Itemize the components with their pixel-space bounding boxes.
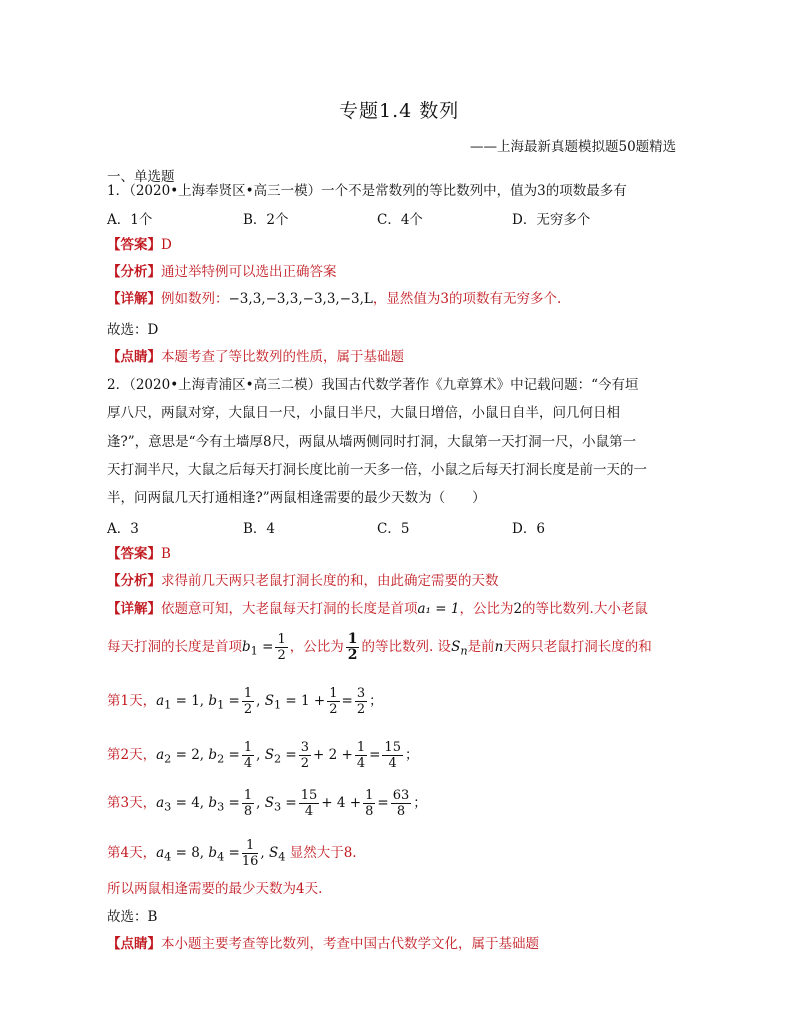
q1-comment: 本题考查了等比数列的性质，属于基础题 xyxy=(161,349,404,365)
q2-analysis-row xyxy=(107,571,499,591)
q2-comment-row xyxy=(107,934,539,954)
q2-detail-line-2: 每天打洞的长度是首项$b_1$ = $\frac{1}{2}$ ，公比为 $\frac{1}{2}$ 的等比数列. 设$S_n$是前n天两只老鼠打洞长度的和 xyxy=(107,631,652,663)
q2-comment: 本小题主要考查等比数列，考查中国古代数学文化，属于基础题 xyxy=(161,936,539,952)
q1-option-a: A．1个 xyxy=(107,212,153,228)
q1-choice: D xyxy=(147,322,159,338)
q2-detail-1b: ，公比为 xyxy=(459,601,514,617)
q2-day-2: 第2天，$a_2 = 2$, $b_2$ = $\frac{1}{4}$ , $S_2$ = $\frac{3}{2}$ + 2 + $\frac{1}{4}$ = $\frac{15}{4}$ ； xyxy=(107,740,419,771)
comment-tag: 【点睛】 xyxy=(107,349,161,365)
q1-option-c: C．4个 xyxy=(377,212,423,228)
q2-detail-2e: 天两只老鼠打洞长度的和 xyxy=(503,639,652,655)
q1-answer-row xyxy=(107,235,172,255)
q2-day3-label: 第3天， xyxy=(107,795,157,811)
q2-choice-row xyxy=(107,907,157,927)
q2-detail-2b: ，公比为 xyxy=(289,639,344,655)
q2-option-a: A．3 xyxy=(107,521,139,537)
q2-detail-2c: 的等比数列. 设 xyxy=(361,639,452,655)
q2-day4-tail: 显然大于8. xyxy=(289,845,357,861)
q2-option-d: D．6 xyxy=(512,521,545,537)
q2-answer-row xyxy=(107,544,171,564)
q2-analysis: 求得前几天两只老鼠打洞长度的和，由此确定需要的天数 xyxy=(161,573,499,589)
q1-detail-suffix: ，显然值为3的项数有无穷多个. xyxy=(372,291,562,307)
q1-detail-prefix: 例如数列： xyxy=(161,291,229,307)
q1-stem: 1．（2020•上海奉贤区•高三一模）一个不是常数列的等比数列中，值为3的项数最多有 xyxy=(107,183,627,199)
page-title: 专题1.4 数列 xyxy=(339,100,460,122)
q1-option-b: B．2个 xyxy=(243,212,289,228)
detail-tag: 【详解】 xyxy=(107,601,161,617)
q2-detail-1a: 依题意可知，大老鼠每天打洞的长度是首项 xyxy=(161,601,418,617)
q2-detail-1d: 的等比数列.大小老鼠 xyxy=(522,601,648,617)
q2-stem-line-1: 2．（2020•上海青浦区•高三二模）我国古代数学著作《九章算术》中记载问题：“今有垣 xyxy=(107,377,639,393)
q2-option-b: B．4 xyxy=(243,521,276,537)
q1-analysis-row xyxy=(107,262,337,282)
q1-analysis: 通过举特例可以选出正确答案 xyxy=(161,264,337,280)
q1-choice-row xyxy=(107,320,158,340)
q2-day-1: 第1天，$a_1 = 1$, $b_1$ = $\frac{1}{2}$ , $S_1 = 1$ + $\frac{1}{2}$ = $\frac{3}{2}$ ； xyxy=(107,686,383,717)
q2-detail-1c: 2 xyxy=(513,601,523,617)
q2-day2-label: 第2天， xyxy=(107,747,157,763)
section-label: 一、单选题 xyxy=(107,169,175,185)
q2-conclusion xyxy=(107,879,322,899)
q2-stem-line-5: 半，问两鼠几天打通相逢?”两鼠相逢需要的最少天数为（ ） xyxy=(107,490,486,506)
q2-option-c: C．5 xyxy=(377,521,410,537)
detail-tag: 【详解】 xyxy=(107,291,161,307)
q2-detail-line-1 xyxy=(107,599,648,619)
q2-day1-label: 第1天， xyxy=(107,693,157,709)
answer-tag: 【答案】 xyxy=(107,546,161,562)
q2-day-4: 第4天，$a_4 = 8$, $b_4$ = $\frac{1}{16}$ , $S_4$ 显然大于8. xyxy=(107,838,357,869)
choose-label: 故选： xyxy=(107,909,148,925)
q2-conclusion-text: 所以两鼠相逢需要的最少天数为4天. xyxy=(107,881,323,897)
q1-detail-sequence: −3,3,−3,3,−3,3,−3,L xyxy=(228,291,373,307)
analysis-tag: 【分析】 xyxy=(107,573,161,589)
choose-label: 故选： xyxy=(107,322,148,338)
q1-answer: D xyxy=(161,237,172,253)
q2-stem-line-4: 天打洞半尺，大鼠之后每天打洞长度比前一天多一倍，小鼠之后每天打洞长度是前一天的一 xyxy=(107,462,647,478)
q2-answer: B xyxy=(161,546,171,562)
q2-day-3: 第3天，$a_3 = 4$, $b_3$ = $\frac{1}{8}$ , $S_3$ = $\frac{15}{4}$ + 4 + $\frac{1}{8}$ = $\frac{63}{8}$ ； xyxy=(107,788,427,819)
q2-stem-line-2: 厚八尺，两鼠对穿，大鼠日一尺，小鼠日半尺，大鼠日增倍，小鼠日自半，问几何日相 xyxy=(107,405,620,421)
q1-option-d: D．无穷多个 xyxy=(512,212,591,228)
q2-detail-2a: 每天打洞的长度是首项 xyxy=(107,639,242,655)
q1-comment-row xyxy=(107,347,404,367)
page-subtitle: ——上海最新真题模拟题50题精选 xyxy=(470,139,677,155)
q2-day4-label: 第4天， xyxy=(107,845,157,861)
answer-tag: 【答案】 xyxy=(107,237,161,253)
comment-tag: 【点睛】 xyxy=(107,936,161,952)
q1-detail-row xyxy=(107,289,561,309)
q2-detail-1-math: a₁ = 1 xyxy=(417,601,460,617)
analysis-tag: 【分析】 xyxy=(107,264,161,280)
q2-stem-line-3: 逢?”，意思是“今有土墙厚8尺，两鼠从墙两侧同时打洞，大鼠第一天打洞一尺，小鼠第一 xyxy=(107,434,637,450)
q2-detail-2d: 是前 xyxy=(467,639,495,655)
q2-choice: B xyxy=(147,909,158,925)
